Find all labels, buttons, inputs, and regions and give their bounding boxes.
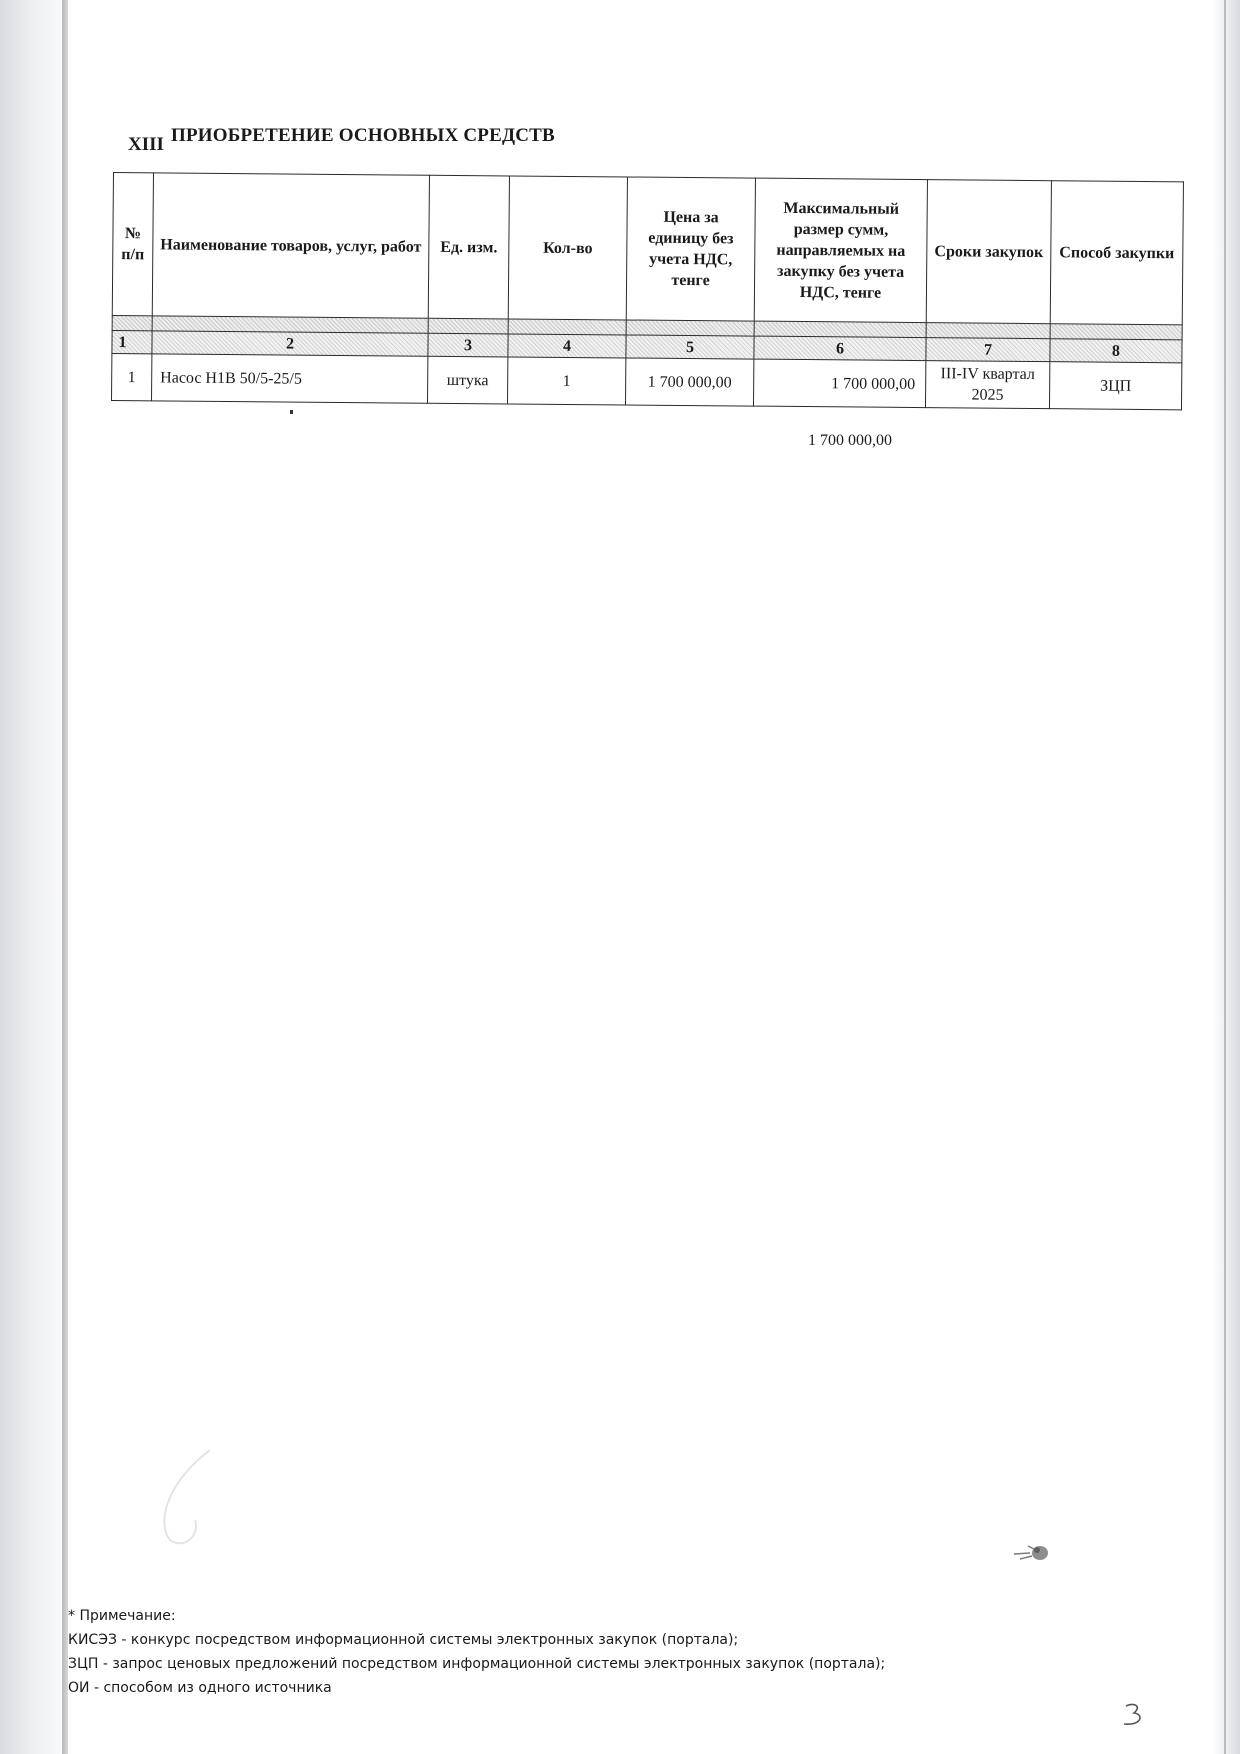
scan-right-edge <box>1212 0 1240 1754</box>
spacer-cell <box>926 323 1050 339</box>
column-number-cell: 3 <box>428 333 508 357</box>
procurement-table <box>111 172 1184 410</box>
spacer-cell <box>1050 324 1182 340</box>
header-cell-unit-price: Цена за единицу без учета НДС, тенге <box>626 177 755 321</box>
header-cell-max-sum: Максимальный размер сумм, направляемых на закупку без учета НДС, тенге <box>754 178 927 322</box>
header-row <box>112 173 1183 325</box>
item-period: III-IV квартал 2025 <box>925 361 1049 409</box>
header-cell-number: № п/п <box>112 173 153 316</box>
item-unit: штука <box>427 356 507 404</box>
scan-right-edge-line <box>1224 0 1226 1754</box>
column-number-cell: 4 <box>508 334 626 358</box>
spacer-cell <box>626 320 754 336</box>
column-number-cell: 6 <box>754 336 926 361</box>
row-number: 1 <box>112 353 152 400</box>
spacer-cell <box>112 315 152 330</box>
notes-heading: * Примечание: <box>68 1608 176 1624</box>
note-item: ОИ - способом из одного источника <box>68 1680 332 1696</box>
spacer-cell <box>754 321 926 338</box>
column-number-cell: 2 <box>152 331 428 356</box>
note-item: КИСЭЗ - конкурс посредством информационной системы электронных закупок (портала); <box>68 1632 739 1648</box>
note-item: ЗЦП - запрос ценовых предложений посредством информационной системы электронных закупок (портала); <box>68 1656 886 1672</box>
column-number-cell: 5 <box>626 335 754 359</box>
faint-pencil-mark <box>150 1440 230 1550</box>
section-title: ПРИОБРЕТЕНИЕ ОСНОВНЫХ СРЕДСТВ <box>171 125 555 146</box>
table-row <box>112 353 1182 409</box>
item-unit-price: 1 700 000,00 <box>625 358 753 406</box>
header-cell-method: Способ закупки <box>1050 181 1183 325</box>
spacer-cell <box>508 319 626 335</box>
ink-smudge <box>1010 1538 1056 1568</box>
column-number-cell: 7 <box>926 338 1050 362</box>
spacer-cell <box>428 318 508 334</box>
header-cell-name: Наименование товаров, услуг, работ <box>152 173 429 318</box>
total-sum: 1 700 000,00 <box>808 432 892 449</box>
column-number-cell: 1 <box>112 330 152 353</box>
item-name: Насос Н1В 50/5-25/5 <box>152 354 428 403</box>
handwritten-page-number <box>1118 1700 1148 1730</box>
header-cell-period: Сроки закупок <box>926 180 1051 324</box>
column-number-cell: 8 <box>1050 339 1182 363</box>
stray-mark <box>290 410 293 414</box>
header-cell-quantity: Кол-во <box>508 176 627 320</box>
item-max-sum: 1 700 000,00 <box>753 359 925 407</box>
notes-block <box>68 1604 885 1700</box>
scan-left-edge-line <box>62 0 68 1754</box>
item-quantity: 1 <box>507 357 625 405</box>
item-method: ЗЦП <box>1049 362 1181 410</box>
header-cell-unit: Ед. изм. <box>428 175 509 319</box>
procurement-table-wrapper <box>111 172 1183 410</box>
section-number: XIII <box>128 134 164 155</box>
